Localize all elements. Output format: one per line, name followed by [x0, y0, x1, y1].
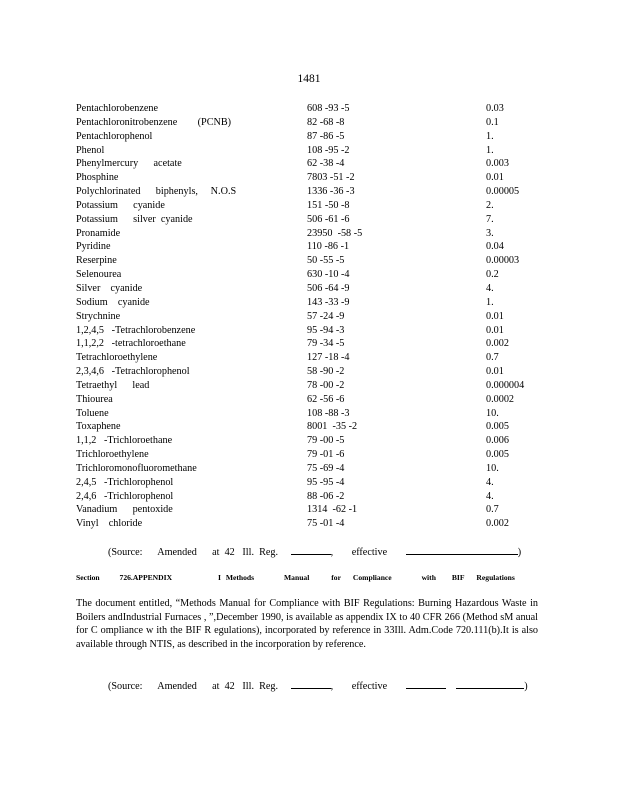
- table-row: [76, 144, 536, 158]
- chemical-conc: 0.1: [486, 116, 499, 128]
- chemical-name: 2,4,5 -Trichlorophenol: [76, 476, 174, 488]
- heading-section: Section: [76, 573, 100, 582]
- chemical-cas: 143 -33 -9: [307, 296, 350, 308]
- table-row: [76, 393, 536, 407]
- chemical-cas: 79 -01 -6: [307, 449, 345, 461]
- table-row: [76, 448, 536, 462]
- chemical-conc: 10.: [486, 462, 499, 474]
- chemical-cas: 88 -06 -2: [307, 490, 345, 502]
- table-row: [76, 282, 536, 296]
- chemical-cas: 110 -86 -1: [307, 241, 350, 253]
- chemical-cas: 630 -10 -4: [307, 269, 350, 281]
- source-note-prefix: (Source: Amended at 42 Ill. Reg.: [108, 681, 279, 692]
- chemical-conc: 0.003: [486, 158, 509, 170]
- table-row: [76, 116, 536, 130]
- chemical-cas: 58 -90 -2: [307, 366, 345, 378]
- source-note-2: [108, 678, 528, 692]
- table-row: [76, 476, 536, 490]
- chemical-cas: 95 -94 -3: [307, 324, 345, 336]
- chemical-name: Potassium cyanide: [76, 199, 165, 211]
- table-row: [76, 102, 536, 116]
- chemical-name: Reserpine: [76, 255, 117, 267]
- chemical-name: Pentachloronitrobenzene (PCNB): [76, 116, 232, 128]
- chemical-cas: 62 -56 -6: [307, 393, 345, 405]
- chemical-cas: 608 -93 -5: [307, 103, 350, 114]
- table-row: [76, 185, 536, 199]
- chemical-name: Thiourea: [76, 393, 113, 405]
- chemical-cas: 79 -00 -5: [307, 435, 345, 447]
- table-row: [76, 254, 536, 268]
- chemical-name: Pyridine: [76, 241, 111, 253]
- chemical-conc: 0.7: [486, 504, 499, 516]
- heading-regulations: Regulations: [476, 573, 515, 582]
- chemical-cas: 506 -64 -9: [307, 282, 350, 294]
- chemical-conc: 1.: [486, 144, 494, 156]
- table-row: [76, 434, 536, 448]
- chemical-cas: 108 -95 -2: [307, 144, 350, 156]
- chemical-cas: 62 -38 -4: [307, 158, 345, 170]
- table-row: [76, 517, 536, 531]
- chemical-name: 1,1,2 -Trichloroethane: [76, 435, 173, 447]
- table-row: [76, 324, 536, 338]
- table-row: [76, 157, 536, 171]
- blank-line: [406, 544, 518, 555]
- source-note-prefix: (Source: Amended at 42 Ill. Reg.: [108, 547, 279, 558]
- table-row: [76, 420, 536, 434]
- table-row: [76, 268, 536, 282]
- chemical-conc: 2.: [486, 199, 494, 211]
- chemical-name: Tetrachloroethylene: [76, 352, 158, 364]
- source-note-effective: effective: [351, 547, 388, 558]
- chemical-name: Phenol: [76, 144, 105, 156]
- chemical-name: Vinyl chloride: [76, 518, 143, 530]
- chemical-cas: 79 -34 -5: [307, 338, 345, 350]
- chemical-cas: 82 -68 -8: [307, 116, 345, 128]
- heading-with: with: [421, 573, 436, 582]
- chemical-conc: 0.01: [486, 310, 504, 322]
- table-row: [76, 351, 536, 365]
- chemical-cas: 57 -24 -9: [307, 310, 345, 322]
- table-row: [76, 503, 536, 517]
- table-row: [76, 240, 536, 254]
- chemical-conc: 3.: [486, 227, 494, 239]
- chemical-name: Strychnine: [76, 310, 121, 322]
- chemical-name: 2,4,6 -Trichlorophenol: [76, 490, 174, 502]
- table-row: [76, 199, 536, 213]
- chemical-name: Pronamide: [76, 227, 121, 239]
- table-row: [76, 310, 536, 324]
- chemical-cas: 108 -88 -3: [307, 407, 350, 419]
- chemical-cas: 7803 -51 -2: [307, 172, 355, 184]
- source-note-effective: effective: [351, 681, 388, 692]
- chemical-table: [76, 102, 536, 531]
- chemical-cas: 50 -55 -5: [307, 255, 345, 267]
- chemical-conc: 0.00005: [486, 186, 520, 198]
- chemical-name: Toxaphene: [76, 421, 121, 433]
- chemical-name: Trichloromonofluoromethane: [76, 462, 197, 474]
- chemical-name: Potassium silver cyanide: [76, 213, 193, 225]
- chemical-name: Silver cyanide: [76, 282, 143, 294]
- chemical-cas: 95 -95 -4: [307, 476, 345, 488]
- chemical-conc: 0.01: [486, 172, 504, 184]
- chemical-conc: 0.006: [486, 435, 509, 447]
- chemical-name: Phenylmercury acetate: [76, 158, 182, 170]
- chemical-conc: 0.002: [486, 518, 509, 530]
- chemical-name: Sodium cyanide: [76, 296, 150, 308]
- chemical-cas: 23950 -58 -5: [307, 227, 363, 239]
- chemical-name: Pentachlorobenzene: [76, 103, 159, 114]
- chemical-conc: 0.00003: [486, 255, 520, 267]
- source-note-close: ): [524, 681, 528, 692]
- chemical-conc: 10.: [486, 407, 499, 419]
- chemical-name: 2,3,4,6 -Tetrachlorophenol: [76, 366, 190, 378]
- chemical-conc: 1.: [486, 130, 494, 142]
- blank-line: [291, 544, 331, 555]
- heading-appendix: 726.APPENDIX: [119, 573, 173, 582]
- chemical-conc: 0.005: [486, 449, 509, 461]
- table-row: [76, 365, 536, 379]
- table-row: [76, 407, 536, 421]
- chemical-conc: 0.005: [486, 421, 509, 433]
- table-row: [76, 296, 536, 310]
- chemical-conc: 4.: [486, 490, 494, 502]
- chemical-cas: 75 -01 -4: [307, 518, 345, 530]
- chemical-conc: 4.: [486, 282, 494, 294]
- blank-line: [456, 678, 524, 689]
- source-note-comma: ,: [330, 547, 334, 558]
- chemical-name: Tetraethyl lead: [76, 379, 150, 391]
- source-note-1: [108, 544, 521, 558]
- chemical-cas: 1336 -36 -3: [307, 186, 355, 198]
- chemical-conc: 0.002: [486, 338, 509, 350]
- chemical-cas: 506 -61 -6: [307, 213, 350, 225]
- heading-compliance: Compliance: [352, 573, 392, 582]
- table-row: [76, 171, 536, 185]
- blank-line: [291, 678, 331, 689]
- chemical-conc: 4.: [486, 476, 494, 488]
- table-row: [76, 379, 536, 393]
- table-row: [76, 337, 536, 351]
- table-row: [76, 490, 536, 504]
- table-row: [76, 130, 536, 144]
- page-number: 1481: [297, 73, 321, 85]
- chemical-conc: 0.7: [486, 352, 499, 364]
- chemical-name: 1,2,4,5 -Tetrachlorobenzene: [76, 324, 196, 336]
- chemical-conc: 0.01: [486, 324, 504, 336]
- chemical-conc: 7.: [486, 213, 494, 225]
- chemical-conc: 0.03: [486, 103, 504, 114]
- chemical-name: Selenourea: [76, 269, 122, 281]
- chemical-name: Toluene: [76, 407, 109, 419]
- table-row: [76, 227, 536, 241]
- appendix-paragraph: The document entitled, “Methods Manual for Compliance with BIF Regulations: Burning Hazardous Waste in Boilers andIndustrial Furnaces , ”,December 1990, is available as appendix IX to 40 CFR 266 (Method sM anual for C ompliance w ith the BIF R egulations), incorporated by reference in 33Ill. Adm.Code 720.111(b).It is also available through NTIS, as described in the incorporation by reference.: [76, 598, 538, 650]
- chemical-conc: 0.01: [486, 366, 504, 378]
- chemical-name: Trichloroethylene: [76, 449, 149, 461]
- section-heading: [76, 573, 546, 582]
- chemical-conc: 0.0002: [486, 393, 515, 405]
- source-note-close: ): [517, 547, 522, 558]
- heading-bif: BIF: [451, 573, 465, 582]
- chemical-name: Vanadium pentoxide: [76, 504, 173, 516]
- heading-manual: Manual: [284, 573, 310, 582]
- chemical-conc: 1.: [486, 296, 494, 308]
- blank-line: [406, 678, 446, 689]
- table-row: [76, 213, 536, 227]
- chemical-conc: 0.000004: [486, 379, 525, 391]
- source-note-comma: ,: [330, 681, 334, 692]
- heading-methods: Methods: [225, 573, 255, 582]
- chemical-cas: 78 -00 -2: [307, 379, 345, 391]
- chemical-cas: 127 -18 -4: [307, 352, 350, 364]
- heading-for: for: [331, 573, 341, 582]
- chemical-conc: 0.04: [486, 241, 504, 253]
- chemical-cas: 87 -86 -5: [307, 130, 345, 142]
- chemical-cas: 1314 -62 -1: [307, 504, 358, 516]
- chemical-cas: 8001 -35 -2: [307, 421, 358, 433]
- chemical-cas: 75 -69 -4: [307, 462, 345, 474]
- chemical-name: 1,1,2,2 -tetrachloroethane: [76, 338, 186, 350]
- chemical-name: Polychlorinated biphenyls, N.O.S: [76, 186, 237, 198]
- chemical-name: Phosphine: [76, 172, 119, 184]
- chemical-cas: 151 -50 -8: [307, 199, 350, 211]
- heading-i: I: [217, 573, 221, 582]
- chemical-name: Pentachlorophenol: [76, 130, 153, 142]
- table-row: [76, 462, 536, 476]
- chemical-conc: 0.2: [486, 269, 499, 281]
